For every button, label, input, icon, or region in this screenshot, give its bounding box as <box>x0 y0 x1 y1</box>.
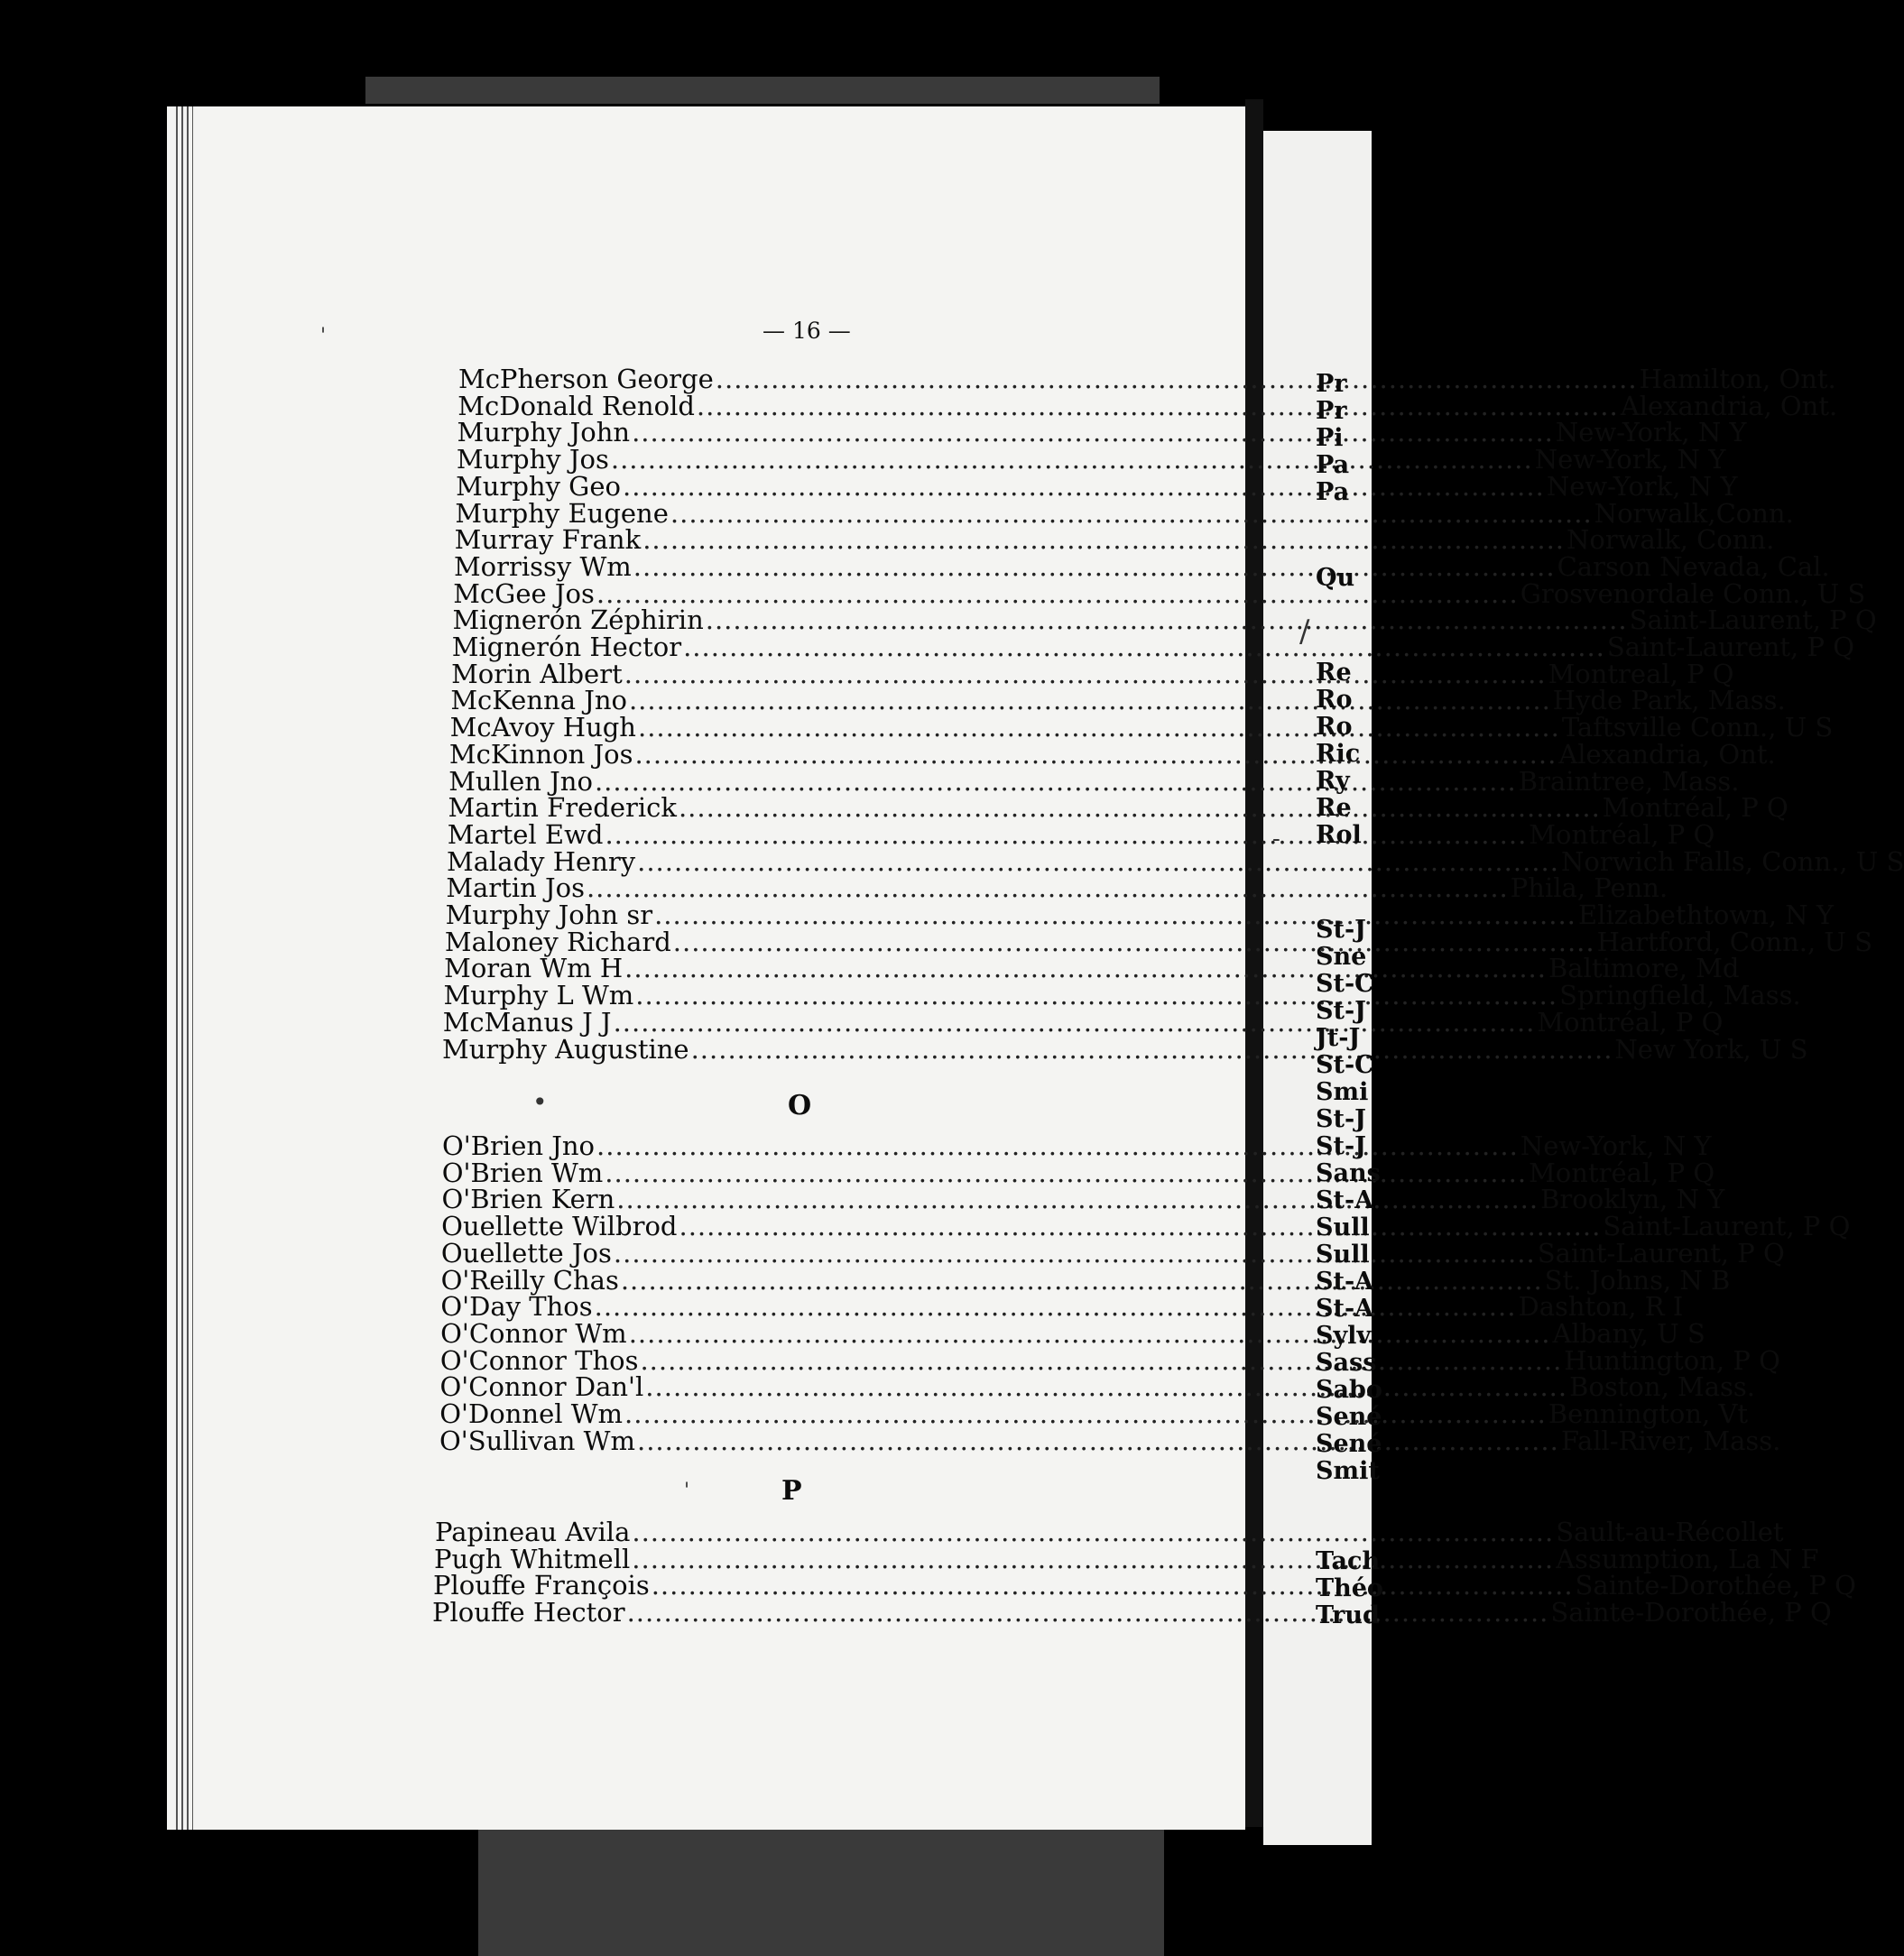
entry-name: O'Reilly Chas <box>440 1264 619 1296</box>
entry-place: Norwich Falls, Conn., U S <box>1560 845 1904 877</box>
entry-place: Carson Nevada, Cal. <box>1557 550 1830 582</box>
facing-page-fragment: St-J <box>1316 997 1366 1025</box>
dot-leader <box>706 606 1628 633</box>
entry-place: New-York, N Y <box>1555 417 1747 448</box>
dot-leader <box>635 982 1557 1009</box>
entry-place: Boston, Mass. <box>1569 1371 1755 1403</box>
entry-place: Fall-River, Mass. <box>1560 1425 1781 1456</box>
page-edge <box>181 106 183 1830</box>
entry-place: Elizabethtown, N Y <box>1577 900 1835 930</box>
facing-page-fragment: St-C <box>1316 970 1374 998</box>
entry-name: Murphy John <box>457 417 631 448</box>
entry-name: McPherson George <box>458 364 714 394</box>
entry-name: Plouffe Hector <box>432 1597 625 1628</box>
entry-name: O'Brien Jno <box>442 1130 596 1161</box>
entry-name: Morrissy Wm <box>453 550 632 582</box>
entry-name: Mignerón Zéphirin <box>452 604 704 636</box>
scan-speck: / <box>1299 614 1310 650</box>
dot-leader <box>679 1213 1601 1240</box>
entry-name: Martel Ewd <box>447 818 604 850</box>
dot-leader <box>629 1320 1551 1347</box>
entry-name: Ouellette Wilbrod <box>441 1211 678 1242</box>
entry-place: Norwalk, Conn. <box>1567 524 1775 556</box>
section-letter: P <box>781 1475 802 1507</box>
entry-name: McKenna Jno <box>450 685 627 716</box>
entry-place: Braintree, Mass. <box>1518 765 1740 797</box>
entry-name: Murphy Eugene <box>455 497 669 529</box>
facing-page-fragment: Jt-J <box>1316 1024 1361 1052</box>
facing-page-fragment: Sené <box>1316 1430 1382 1458</box>
dot-leader <box>632 419 1554 446</box>
entry-place: New-York, N Y <box>1534 444 1726 475</box>
facing-page-fragment: St-J <box>1316 1105 1366 1133</box>
dot-leader <box>627 1599 1549 1626</box>
facing-page-fragment: Ric <box>1316 740 1361 768</box>
facing-page-fragment: Smi <box>1316 1078 1369 1106</box>
page-edge <box>176 106 178 1830</box>
entry-place: Sainte-Dorothée, P Q <box>1575 1570 1856 1601</box>
entry-place: Saint-Laurent, P Q <box>1629 604 1877 636</box>
facing-page-fragment: Sans <box>1316 1159 1381 1187</box>
entry-name: Murphy Jos <box>456 444 609 475</box>
entry-place: Brooklyn, N Y <box>1540 1184 1725 1215</box>
dot-leader <box>634 741 1557 768</box>
entry-name: Moran Wm H <box>444 953 624 984</box>
entry-name: Martin Jos <box>446 872 585 904</box>
entry-place: Assumption, La N F <box>1556 1543 1819 1574</box>
entry-place: New-York, N Y <box>1520 1130 1712 1161</box>
facing-page-fragment: Théo <box>1316 1574 1383 1602</box>
entry-place: Bennington, Vt <box>1548 1398 1749 1429</box>
entry-name: McKinnon Jos <box>448 738 633 770</box>
directory-entry <box>447 845 1904 877</box>
entry-name: Plouffe François <box>433 1570 650 1601</box>
facing-page-fragment: Qu <box>1316 564 1355 592</box>
facing-page-fragment: Pr <box>1316 397 1347 425</box>
dot-leader <box>645 1373 1567 1400</box>
entry-place: Norwalk,Conn. <box>1594 497 1794 529</box>
facing-page-fragment: Trud <box>1316 1601 1380 1629</box>
dot-leader <box>624 660 1547 687</box>
dot-leader <box>638 714 1560 741</box>
entry-name: Murphy Geo <box>456 470 621 502</box>
entry-name: Murphy Augustine <box>442 1033 689 1065</box>
entry-name: O'Brien Wm <box>441 1157 604 1188</box>
entry-name: O'Donnel Wm <box>439 1398 624 1429</box>
dot-leader <box>670 500 1593 527</box>
entry-name: O'Day Thos <box>440 1291 593 1323</box>
entry-place: Sainte-Dorothée, P Q <box>1550 1597 1832 1628</box>
directory-entry <box>435 1517 1784 1547</box>
entry-place: Sault-au-Récollet <box>1556 1517 1784 1547</box>
facing-page-fragment: Re <box>1316 794 1352 822</box>
facing-page-fragment: Ry <box>1316 767 1350 795</box>
dot-leader <box>697 392 1619 420</box>
entry-place: Montréal, P Q <box>1537 1006 1724 1038</box>
dot-leader <box>654 901 1576 928</box>
dot-leader <box>605 821 1527 848</box>
facing-page-fragment: Re <box>1316 659 1352 687</box>
entry-name: McDonald Renold <box>458 390 695 421</box>
dot-leader <box>596 580 1519 607</box>
entry-place: Montréal, P Q <box>1602 792 1788 824</box>
facing-page-fragment: Sull <box>1316 1213 1370 1241</box>
entry-place: Grosvenordale Conn., U S <box>1520 577 1866 609</box>
entry-place: Springfield, Mass. <box>1559 980 1801 1011</box>
entry-name: Pugh Whitmell <box>434 1543 631 1574</box>
page-edge <box>187 106 189 1830</box>
scan-border-bottom <box>478 1822 1164 1956</box>
entry-name: Malady Henry <box>447 845 636 877</box>
entry-place: Hamilton, Ont. <box>1639 364 1836 394</box>
entry-name: O'Connor Wm <box>440 1317 627 1349</box>
dot-leader <box>673 928 1595 955</box>
facing-page-fragment: Sull <box>1316 1241 1370 1269</box>
entry-name: O'Connor Thos <box>439 1344 639 1376</box>
entry-name: Murphy John sr <box>445 900 653 930</box>
entry-place: Montréal, P Q <box>1529 1157 1715 1188</box>
entry-place: Hartford, Conn., U S <box>1596 926 1872 957</box>
entry-name: Martin Frederick <box>448 792 677 824</box>
dot-leader <box>623 473 1545 500</box>
facing-page-fragment: St-A <box>1316 1186 1374 1214</box>
dot-leader <box>614 1009 1536 1036</box>
entry-place: Saint-Laurent, P Q <box>1537 1237 1785 1269</box>
facing-page-fragment: Sne <box>1316 943 1367 971</box>
page-edge <box>192 106 193 1830</box>
directory-entry <box>454 524 1775 556</box>
entry-place: Dashton, R I <box>1518 1291 1684 1323</box>
entry-name: Murray Frank <box>454 524 642 556</box>
facing-page-fragment: Ro <box>1316 686 1353 714</box>
entry-name: McManus J J <box>442 1006 612 1038</box>
facing-page-fragment: St-A <box>1316 1295 1374 1323</box>
entry-name: McAvoy Hugh <box>449 712 636 743</box>
section-letter: O <box>788 1090 812 1121</box>
dot-leader <box>629 687 1551 714</box>
dot-leader <box>605 1159 1527 1186</box>
scan-speck: ' <box>684 1480 690 1502</box>
dot-leader <box>596 1132 1519 1159</box>
page-number: — 16 — <box>763 318 851 344</box>
dot-leader <box>652 1572 1574 1599</box>
directory-entry <box>452 604 1877 636</box>
dot-leader <box>611 446 1533 473</box>
facing-page-fragment: Ro <box>1316 713 1353 741</box>
dot-leader <box>637 848 1559 875</box>
scan-speck: - <box>1272 826 1280 853</box>
entry-name: Mullen Jno <box>448 765 593 797</box>
facing-page-fragment: Sylv <box>1316 1322 1372 1350</box>
directory-entry <box>451 658 1734 689</box>
entry-place: Montréal, P Q <box>1529 818 1715 850</box>
dot-leader <box>624 1400 1547 1427</box>
entry-place: St. Johns, N B <box>1544 1264 1731 1296</box>
scan-border-top <box>365 77 1160 104</box>
entry-name: Mignerón Hector <box>451 632 682 662</box>
dot-leader <box>640 1347 1562 1374</box>
facing-page-fragment: St-J <box>1316 1132 1366 1160</box>
dot-leader <box>716 365 1638 392</box>
directory-entry <box>446 872 1668 904</box>
directory-entry <box>448 792 1788 824</box>
facing-page-fragment: Pi <box>1316 424 1344 452</box>
dot-leader <box>683 633 1605 660</box>
dot-leader <box>633 553 1556 580</box>
facing-page-fragment: Tach <box>1316 1547 1381 1575</box>
facing-page-fragment: Pa <box>1316 451 1350 479</box>
facing-page-fragment: Sabo <box>1316 1376 1382 1404</box>
entry-name: Maloney Richard <box>444 926 671 957</box>
entry-name: Ouellette Jos <box>440 1237 612 1269</box>
directory-entry <box>455 497 1794 529</box>
entry-place: Baltimore, Md <box>1548 953 1740 984</box>
dot-leader <box>616 1186 1539 1213</box>
scan-speck: ' <box>320 325 327 347</box>
entry-place: Alexandria, Ont. <box>1620 390 1838 421</box>
facing-page-fragment: Sené <box>1316 1403 1382 1431</box>
dot-leader <box>621 1267 1543 1294</box>
entry-place: Alexandria, Ont. <box>1558 738 1776 770</box>
entry-place: Taftsville Conn., U S <box>1561 712 1834 743</box>
dot-leader <box>642 526 1565 553</box>
entry-place: Montreal, P Q <box>1548 658 1734 689</box>
facing-page-fragment: Pr <box>1316 370 1347 398</box>
entry-name: O'Connor Dan'l <box>439 1371 644 1403</box>
entry-name: Murphy L Wm <box>443 980 634 1011</box>
entry-place: Phila, Penn. <box>1510 872 1668 904</box>
dot-leader <box>614 1240 1536 1267</box>
entry-name: O'Sullivan Wm <box>439 1425 635 1456</box>
entry-place: Albany, U S <box>1552 1317 1705 1349</box>
facing-page-fragment: St-J <box>1316 916 1366 944</box>
entry-place: New-York, N Y <box>1546 470 1738 502</box>
entry-place: Hyde Park, Mass. <box>1552 685 1786 716</box>
dot-leader <box>587 874 1509 901</box>
dot-leader <box>632 1518 1554 1545</box>
entry-name: McGee Jos <box>453 577 595 609</box>
entry-place: Saint-Laurent, P Q <box>1603 1211 1851 1242</box>
scan-speck: • <box>532 1087 548 1117</box>
dot-leader <box>595 1293 1517 1320</box>
facing-page-fragment: Sass <box>1316 1349 1377 1377</box>
facing-page-fragment: St-A <box>1316 1268 1374 1296</box>
dot-leader <box>595 768 1517 795</box>
facing-page-fragment: Rol <box>1316 821 1362 849</box>
dot-leader <box>624 955 1547 982</box>
dot-leader <box>691 1036 1613 1063</box>
facing-page-fragment: St-C <box>1316 1051 1374 1079</box>
directory-entry <box>451 632 1854 662</box>
facing-page-fragment: Smit <box>1316 1457 1380 1485</box>
dot-leader <box>637 1427 1559 1454</box>
entry-place: Huntington, P Q <box>1564 1344 1780 1376</box>
entry-name: Morin Albert <box>451 658 623 689</box>
dot-leader <box>679 794 1601 821</box>
entry-name: O'Brien Kern <box>441 1184 615 1215</box>
facing-page-fragment: Pa <box>1316 478 1350 506</box>
entry-place: Saint-Laurent, P Q <box>1606 632 1854 662</box>
dot-leader <box>632 1545 1554 1573</box>
entry-name: Papineau Avila <box>435 1517 631 1547</box>
entry-place: New York, U S <box>1614 1033 1808 1065</box>
